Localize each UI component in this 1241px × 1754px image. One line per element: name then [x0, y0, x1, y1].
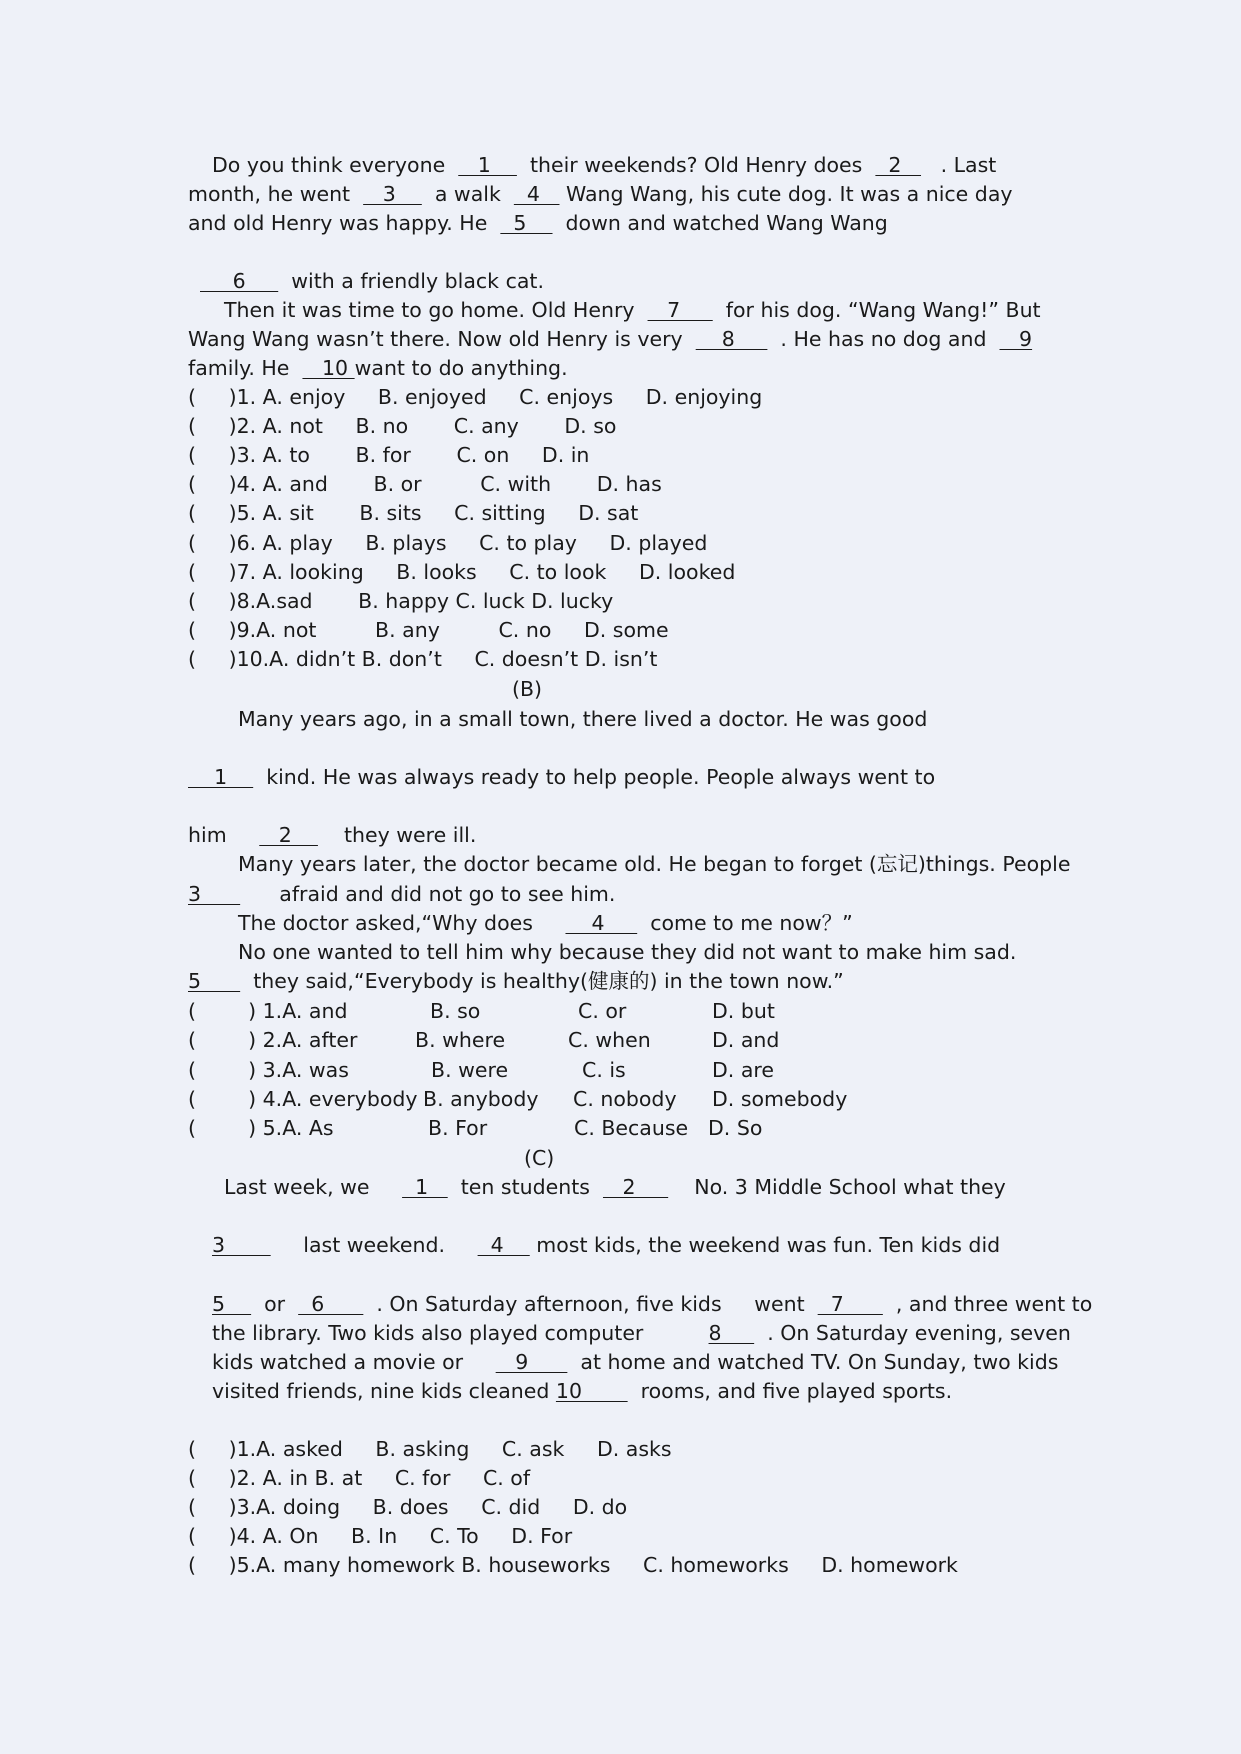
text: D. So	[708, 1116, 763, 1140]
text: ( ) 2.A. after	[188, 1028, 358, 1052]
text: a walk	[421, 182, 514, 206]
option-a-5: ( )5. A. sit B. sits C. sitting D. sat	[188, 501, 639, 525]
blank-b1: 1	[188, 765, 254, 789]
text: B. so	[430, 999, 481, 1023]
text: last weekend.	[270, 1233, 478, 1257]
text: and old Henry was happy. He	[188, 211, 501, 235]
text: they were ill.	[317, 823, 477, 847]
passage-a-line-6	[188, 326, 1032, 352]
option-a-7: ( )7. A. looking B. looks C. to look D. looked	[188, 560, 736, 584]
passage-c-line-4	[212, 1320, 1071, 1346]
text: they said,“Everybody is healthy(健康的) in the town now.”	[240, 969, 844, 993]
passage-a-line-3	[188, 210, 888, 236]
text: the library. Two kids also played computer	[212, 1321, 709, 1345]
blank-1: 1	[458, 153, 517, 177]
heading-b: (B)	[512, 677, 543, 701]
passage-b-line-2	[188, 764, 935, 790]
text: . On Saturday afternoon, five kids went	[363, 1292, 818, 1316]
text: C. nobody	[573, 1087, 677, 1111]
blank-7: 7	[647, 298, 713, 322]
text: ( ) 3.A. was	[188, 1058, 349, 1082]
text: want to do anything.	[354, 356, 568, 380]
text: . He has no dog and	[767, 327, 1000, 351]
text: ( ) 5.A. As	[188, 1116, 334, 1140]
text: ( ) 1.A. and	[188, 999, 348, 1023]
text: No. 3 Middle School what they	[668, 1175, 1006, 1199]
text: D. and	[712, 1028, 780, 1052]
option-a-8: ( )8.A.sad B. happy C. luck D. lucky	[188, 589, 614, 613]
option-a-4: ( )4. A. and B. or C. with D. has	[188, 472, 662, 496]
text: B. anybody	[423, 1087, 539, 1111]
passage-b-line-8	[188, 968, 844, 994]
text: month, he went	[188, 182, 364, 206]
blank-c7: 7	[817, 1292, 883, 1316]
passage-b-line-5	[188, 881, 615, 907]
blank-10: 10	[302, 356, 355, 380]
text: B. For	[428, 1116, 488, 1140]
text: or	[251, 1292, 299, 1316]
text: visited friends, nine kids cleaned	[212, 1379, 556, 1403]
blank-c6: 6	[298, 1292, 364, 1316]
text: for his dog. “Wang Wang!” But	[712, 298, 1041, 322]
blank-9: 9	[999, 327, 1033, 351]
blank-c2: 2	[602, 1175, 669, 1199]
option-c-4: ( )4. A. On B. In C. To D. For	[188, 1524, 573, 1548]
blank-5: 5	[500, 211, 553, 235]
blank-c3: 3	[212, 1233, 271, 1257]
passage-a-line-2	[188, 181, 1013, 207]
option-c-1: ( )1.A. asked B. asking C. ask D. asks	[188, 1437, 672, 1461]
text: come to me now？”	[637, 911, 853, 935]
text: Last week, we	[224, 1175, 403, 1199]
blank-8: 8	[695, 327, 768, 351]
passage-a-line-1	[212, 152, 996, 178]
passage-b-line-1: Many years ago, in a small town, there lived a doctor. He was good	[238, 707, 928, 731]
blank-b3: 3	[188, 882, 241, 906]
option-a-10: ( )10.A. didn’t B. don’t C. doesn’t D. isn’t	[188, 647, 658, 671]
option-a-9: ( )9.A. not B. any C. no D. some	[188, 618, 669, 642]
text: C. Because	[574, 1116, 689, 1140]
text: . Last	[921, 153, 997, 177]
text: afraid and did not go to see him.	[240, 882, 616, 906]
blank-c4: 4	[477, 1233, 530, 1257]
text: . On Saturday evening, seven	[754, 1321, 1071, 1345]
blank-2: 2	[875, 153, 922, 177]
text: at home and watched TV. On Sunday, two kids	[567, 1350, 1059, 1374]
text: The doctor asked,“Why does	[238, 911, 566, 935]
text: kind. He was always ready to help people. People always went to	[253, 765, 936, 789]
passage-c-line-3	[212, 1291, 1092, 1317]
text: their weekends? Old Henry does	[516, 153, 876, 177]
text: family. He	[188, 356, 303, 380]
text: Wang Wang wasn’t there. Now old Henry is very	[188, 327, 696, 351]
blank-b5: 5	[188, 969, 241, 993]
blank-c9: 9	[495, 1350, 568, 1374]
option-a-3: ( )3. A. to B. for C. on D. in	[188, 443, 590, 467]
text: Do you think everyone	[212, 153, 459, 177]
text: ten students	[447, 1175, 603, 1199]
text: C. or	[578, 999, 627, 1023]
option-c-3: ( )3.A. doing B. does C. did D. do	[188, 1495, 628, 1519]
blank-4: 4	[513, 182, 560, 206]
blank-c8: 8	[708, 1321, 755, 1345]
passage-b-line-4: Many years later, the doctor became old. He began to forget (忘记)things. People	[238, 852, 1071, 876]
option-c-2: ( )2. A. in B. at C. for C. of	[188, 1466, 531, 1490]
text: C. when	[568, 1028, 651, 1052]
passage-a-line-5	[224, 297, 1041, 323]
text: C. is	[582, 1058, 626, 1082]
passage-c-line-2	[212, 1232, 1000, 1258]
passage-a-line-4	[200, 268, 544, 294]
text: B. were	[431, 1058, 509, 1082]
passage-b-line-6	[238, 910, 853, 936]
passage-a-line-7	[188, 355, 568, 381]
text: rooms, and five played sports.	[627, 1379, 953, 1403]
text: D. are	[712, 1058, 774, 1082]
text: most kids, the weekend was fun. Ten kids did	[529, 1233, 1001, 1257]
blank-c1: 1	[402, 1175, 448, 1199]
option-c-5: ( )5.A. many homework B. houseworks C. homeworks D. homework	[188, 1553, 958, 1577]
text: D. but	[712, 999, 775, 1023]
blank-c5: 5	[212, 1292, 252, 1316]
passage-c-line-1	[224, 1174, 1006, 1200]
blank-c10: 10	[555, 1379, 628, 1403]
option-a-2: ( )2. A. not B. no C. any D. so	[188, 414, 617, 438]
text: down and watched Wang Wang	[552, 211, 888, 235]
text: Wang Wang, his cute dog. It was a nice day	[559, 182, 1013, 206]
passage-c-line-5	[212, 1349, 1058, 1375]
option-a-6: ( )6. A. play B. plays C. to play D. played	[188, 531, 708, 555]
blank-6: 6	[200, 269, 279, 293]
text: ( ) 4.A. everybody	[188, 1087, 418, 1111]
heading-c: (C)	[524, 1146, 555, 1170]
text: kids watched a movie or	[212, 1350, 496, 1374]
passage-c-line-6	[212, 1378, 952, 1404]
text: Then it was time to go home. Old Henry	[224, 298, 648, 322]
passage-b-line-3	[188, 822, 476, 848]
text: D. somebody	[712, 1087, 848, 1111]
text: him	[188, 823, 260, 847]
text: with a friendly black cat.	[278, 269, 544, 293]
option-a-1: ( )1. A. enjoy B. enjoyed C. enjoys D. enjoying	[188, 385, 763, 409]
text: B. where	[415, 1028, 506, 1052]
blank-b2: 2	[259, 823, 318, 847]
text: , and three went to	[882, 1292, 1093, 1316]
blank-b4: 4	[565, 911, 638, 935]
blank-3: 3	[363, 182, 422, 206]
passage-b-line-7: No one wanted to tell him why because they did not want to make him sad.	[238, 940, 1017, 964]
